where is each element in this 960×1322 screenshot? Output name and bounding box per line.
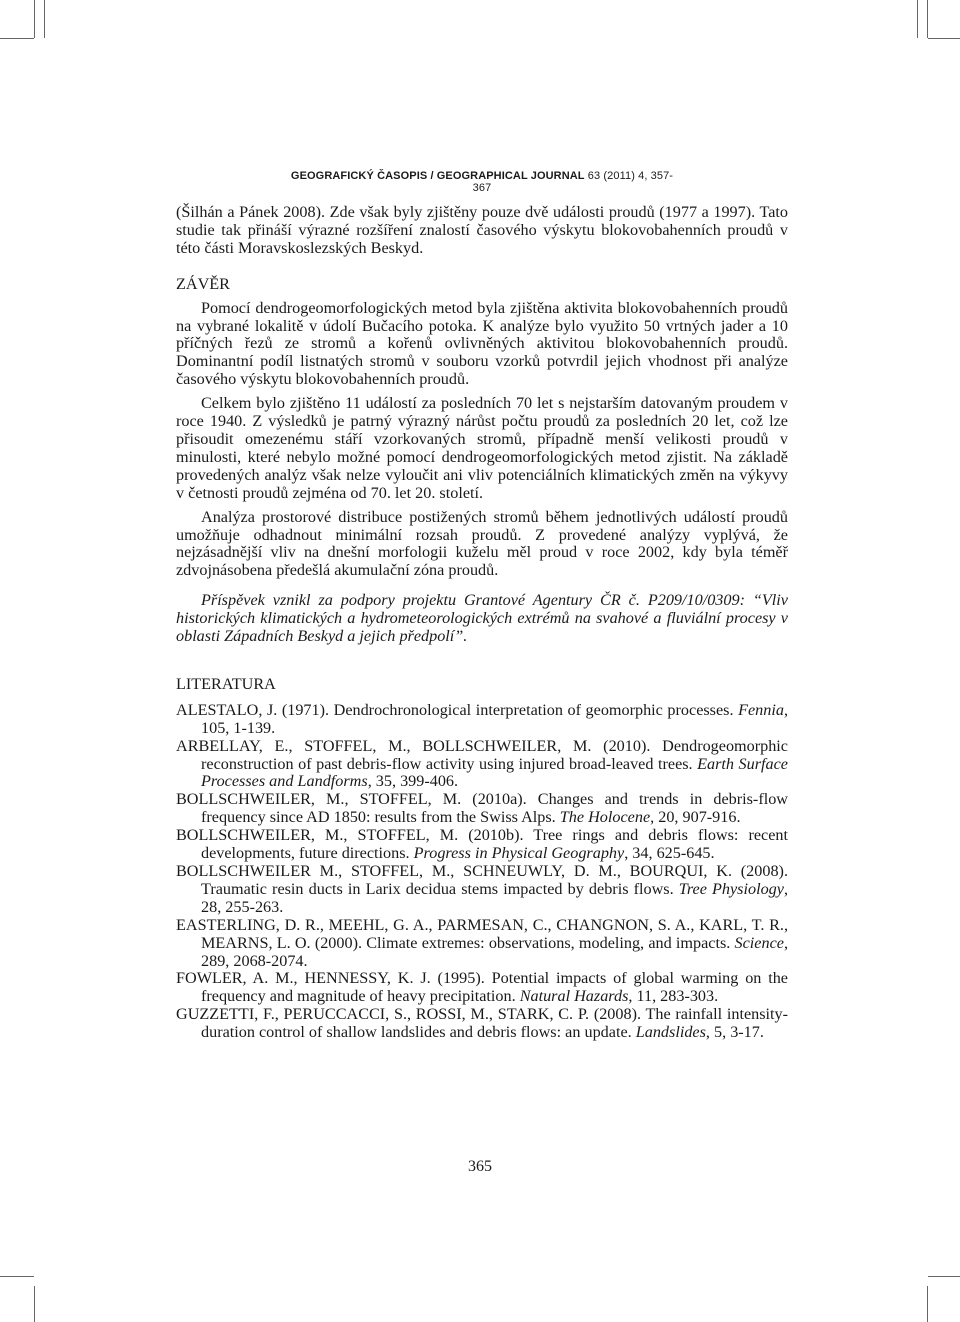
crop-mark-bottom-left-h [0,1276,34,1277]
crop-mark-bottom-right-h [928,1276,960,1277]
crop-mark-top-left-h [0,38,34,39]
running-header [282,170,682,194]
crop-mark-top-right-v2 [927,0,928,38]
journal-issue: 63 (2011) 4, 357-367 [472,170,674,194]
crop-mark-bottom-left-v [34,1286,35,1322]
journal-title: GEOGRAFICKÝ ČASOPIS / GEOGRAPHICAL JOURNAL [290,170,585,182]
acknowledgement: Příspěvek vznikl za podpory projektu Grantové Agentury ČR č. P209/10/0309: “Vliv historických klimatických a hydrometeorologických extrémů na svahové a fluviální procesy v oblasti Západních Beskyd a jejich předpolí”. [176,591,788,646]
reference-item: EASTERLING, D. R., MEEHL, G. A., PARMESAN, C., CHANGNON, S. A., KARL, T. R., MEARNS, L. O. (2000). Climate extremes: observations, modeling, and impacts. Science, 289, 2068-2074. [176,915,789,970]
conclusion-paragraph: Celkem bylo zjištěno 11 událostí za posledních 70 let s nejstarším datovaným proudem v roce 1940. Z výsledků je patrný výrazný nárůst počtu proudů za posledních 20 let, což lze přisoudit omezenému stáří vzorkovaných stromů, případně menší velikosti proudů v minulosti, které nebylo možné pomocí dendrogeomorfologických metod zjistit. Na základě provedených analýz však nelze vyloučit ani vliv potenciálních klimatických změn na výkyvy v četnosti proudů zejména od 70. let 20. století. [176,394,788,502]
reference-item: GUZZETTI, F., PERUCCACCI, S., ROSSI, M., STARK, C. P. (2008). The rainfall intensity-duration control of shallow landslides and debris flows: an update. Landslides, 5, 3-17. [176,1005,788,1042]
crop-mark-top-left-v2 [44,0,45,38]
crop-mark-top-right-v [917,0,918,38]
intro-paragraph: (Šilhán a Pánek 2008). Zde však byly zjištěny pouze dvě události proudů (1977 a 1997). Tato studie tak přináší výrazné rozšíření znalostí časového výskytu blokovobahenních proudů v této části Moravskoslezských Beskyd. [176,203,788,257]
reference-item: BOLLSCHWEILER, M., STOFFEL, M. (2010a). Changes and trends in debris-flow frequency since AD 1850: results from the Swiss Alps. The Holocene, 20, 907-916. [176,790,788,827]
reference-item: FOWLER, A. M., HENNESSY, K. J. (1995). Potential impacts of global warming on the frequency and magnitude of heavy precipitation. Natural Hazards, 11, 283-303. [176,969,788,1006]
literature-heading: LITERATURA [176,674,276,693]
conclusion-paragraph: Pomocí dendrogeomorfologických metod byla zjištěna aktivita blokovobahenních proudů na vybrané lokalitě v údolí Bučacího potoka. K analýze bylo využito 50 vrtných jader a 10 příčných řezů ze stromů a kořenů ovlivněných aktivitou blokovobahenních proudů. Dominantní podíl listnatých stromů v souboru vzorků potvrdil jejich vhodnost při analýze časového výskytu blokovobahenních proudů. [176,298,788,389]
page-body [176,204,788,1042]
crop-mark-top-right-h [928,38,960,39]
reference-item: BOLLSCHWEILER M., STOFFEL, M., SCHNEUWLY, D. M., BOURQUI, K. (2008). Traumatic resin ducts in Larix decidua stems impacted by debris flows. Tree Physiology, 28, 255-263. [176,862,788,916]
reference-item: ARBELLAY, E., STOFFEL, M., BOLLSCHWEILER, M. (2010). Dendrogeomorphic reconstruction of past debris-flow activity using injured broad-leaved trees. Earth Surface Processes and Landforms, 35, 399-406. [176,736,788,791]
reference-item: ALESTALO, J. (1971). Dendrochronological interpretation of geomorphic processes. Fennia, 105, 1-139. [176,700,788,737]
page-number: 365 [468,1158,492,1175]
crop-mark-bottom-right-v [927,1286,928,1322]
conclusion-paragraph: Analýza prostorové distribuce postižených stromů během jednotlivých událostí proudů umožňuje odhadnout minimální rozsah proudů. Z provedené analýzy vyplývá, že nejzásadnější vliv na dnešní morfologii kuželu měl proud v roce 2002, kdy byla téměř zdvojnásobena předešlá akumulační zóna proudů. [176,507,788,580]
reference-item: BOLLSCHWEILER, M., STOFFEL, M. (2010b). Tree rings and debris flows: recent developments, future directions. Progress in Physical Geography, 34, 625-645. [176,826,788,863]
reference-list [176,702,788,1042]
conclusion-heading: ZÁVĚR [176,274,230,293]
crop-mark-top-left-v [34,0,35,38]
